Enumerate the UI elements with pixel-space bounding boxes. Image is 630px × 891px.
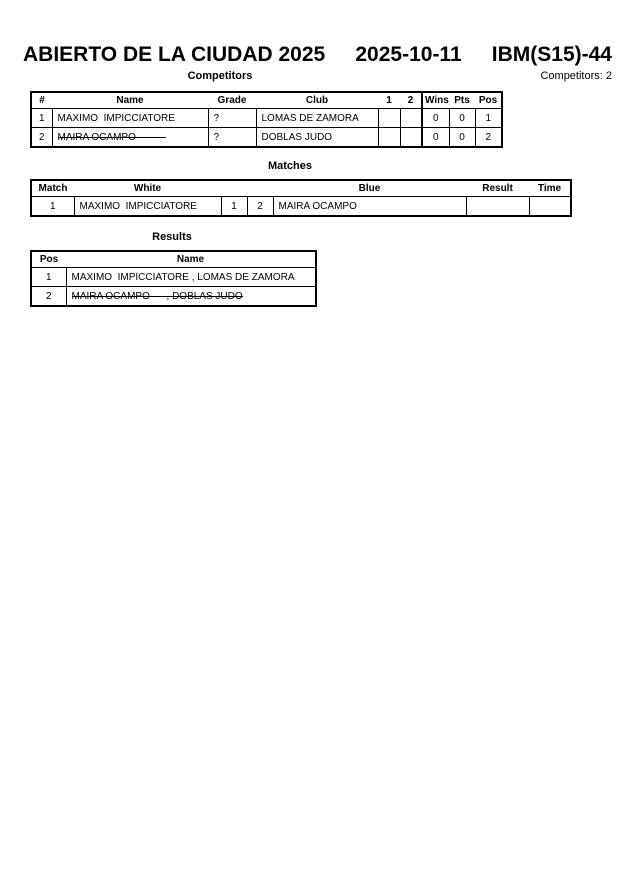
table-row <box>31 268 316 287</box>
col-header-pos: Pos <box>31 251 66 268</box>
result-pos: 2 <box>31 287 66 307</box>
blue-competitor-number: 2 <box>247 197 273 217</box>
col-header-round1: 1 <box>378 92 400 109</box>
table-row <box>31 287 316 307</box>
round1-cell <box>378 128 400 148</box>
result-name-struck <box>66 287 316 307</box>
result-pos: 1 <box>31 268 66 287</box>
white-competitor-name: MAXIMO IMPICCIATORE <box>74 197 221 217</box>
col-header-round2: 2 <box>400 92 422 109</box>
matches-table <box>30 179 572 217</box>
competitors-count: Competitors: 2 <box>540 70 612 82</box>
competitor-club: DOBLAS JUDO <box>256 128 378 148</box>
pts-cell: 0 <box>449 128 475 148</box>
struck-name: MAIRA OCAMPO <box>57 131 136 143</box>
pts-cell: 0 <box>449 109 475 128</box>
wins-cell: 0 <box>422 109 449 128</box>
competitor-grade: ? <box>208 128 256 148</box>
competitor-name-struck <box>52 128 208 148</box>
competitor-number: 2 <box>31 128 52 148</box>
col-header-pts: Pts <box>449 92 475 109</box>
col-header-name: Name <box>52 92 208 109</box>
col-header-number: # <box>31 92 52 109</box>
pos-cell: 2 <box>475 128 502 148</box>
result-name: MAXIMO IMPICCIATORE , LOMAS DE ZAMORA <box>66 268 316 287</box>
col-header-time: Time <box>529 180 571 197</box>
col-header-name: Name <box>66 251 316 268</box>
competitors-table <box>30 91 503 148</box>
col-header-result: Result <box>466 180 529 197</box>
matches-header-row <box>31 180 571 197</box>
results-section-title: Results <box>152 231 192 243</box>
tournament-title: ABIERTO DE LA CIUDAD 2025 <box>23 43 326 66</box>
wins-cell: 0 <box>422 128 449 148</box>
competitor-name: MAXIMO IMPICCIATORE <box>52 109 208 128</box>
category-code: IBM(S15)-44 <box>491 43 612 66</box>
results-header-row <box>31 251 316 268</box>
round2-cell <box>400 109 422 128</box>
competitor-grade: ? <box>208 109 256 128</box>
table-row <box>31 109 502 128</box>
tournament-date: 2025-10-11 <box>355 43 462 66</box>
results-table <box>30 250 317 307</box>
blue-competitor-name: MAIRA OCAMPO <box>273 197 466 217</box>
col-header-pos: Pos <box>475 92 502 109</box>
col-header-club: Club <box>256 92 378 109</box>
competitor-number: 1 <box>31 109 52 128</box>
pos-cell: 1 <box>475 109 502 128</box>
matches-section-title: Matches <box>267 160 313 172</box>
competitors-header-row <box>31 92 502 109</box>
time-cell <box>529 197 571 217</box>
match-number: 1 <box>31 197 74 217</box>
competitor-club: LOMAS DE ZAMORA <box>256 109 378 128</box>
col-header-white: White <box>74 180 221 197</box>
white-competitor-number: 1 <box>221 197 247 217</box>
col-header-blank1 <box>221 180 247 197</box>
col-header-blue: Blue <box>273 180 466 197</box>
competitors-section-title: Competitors <box>187 70 253 82</box>
round1-cell <box>378 109 400 128</box>
struck-name: MAIRA OCAMPO , DOBLAS JUDO <box>71 290 243 302</box>
table-row <box>31 128 502 148</box>
col-header-grade: Grade <box>208 92 256 109</box>
col-header-blank2 <box>247 180 273 197</box>
round2-cell <box>400 128 422 148</box>
page-title <box>23 44 612 65</box>
result-cell <box>466 197 529 217</box>
col-header-match: Match <box>31 180 74 197</box>
table-row <box>31 197 571 217</box>
col-header-wins: Wins <box>422 92 449 109</box>
